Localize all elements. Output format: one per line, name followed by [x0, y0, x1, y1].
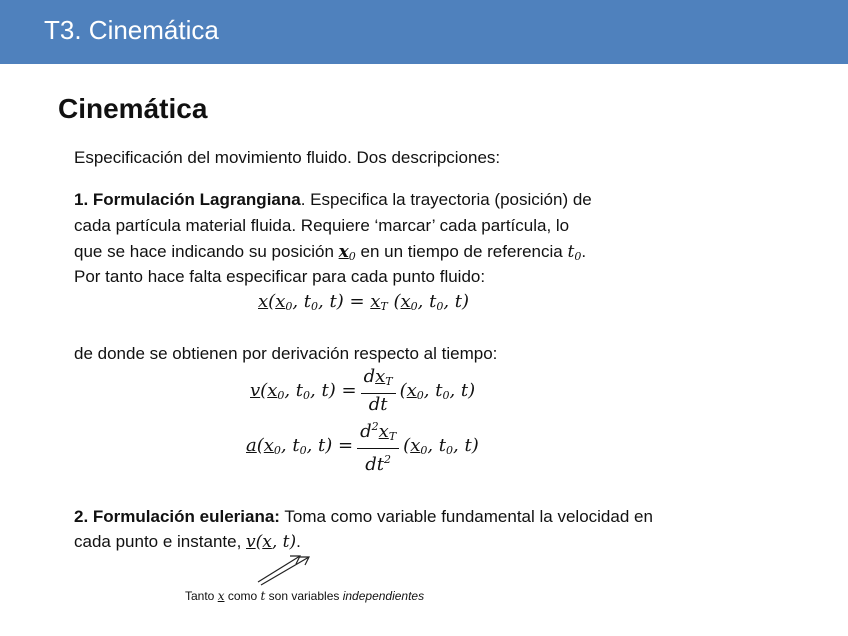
euler-line-2b: .: [296, 532, 301, 551]
acceleration-equation: $a(x_0$, $t_0$, t) = $\frac{d^2x_T}{dt^2}$ ($x_0$, $t_0$, t): [246, 416, 479, 476]
reference-time-symbol: $t_0$: [567, 242, 582, 263]
slide-title: Cinemática: [58, 93, 208, 124]
velocity-field-symbol: v(x, t): [246, 532, 297, 552]
euler-line-1-text: Toma como variable fundamental la velocidad en: [279, 507, 653, 526]
lagrange-line-3a: que se hace indicando su posición: [74, 242, 339, 261]
lagrange-line-4: Por tanto hace falta especificar para cada punto fluido:: [74, 267, 486, 286]
derivation-text: de donde se obtienen por derivación respecto al tiempo:: [74, 344, 498, 363]
trajectory-equation: $x(x_0$, $t_0$, $t) = x_T$ ($x_0$, $t_0$, t): [258, 291, 470, 313]
euler-line-2a: cada punto e instante,: [74, 532, 247, 551]
lagrange-heading: 1. Formulación Lagrangiana: [74, 190, 301, 209]
note-t-symbol: t: [260, 589, 266, 603]
lagrange-line-3c: .: [581, 242, 587, 261]
velocity-equation: $v(x_0$, $t_0$, t) = $\frac{dx_T}{dt}$ ($x_0$, $t_0$, t): [250, 366, 476, 415]
euler-colon: :: [274, 507, 280, 526]
position-symbol: $x_0$: [338, 242, 356, 263]
note-part-c: son variables: [265, 589, 343, 603]
arrow-to-x: [258, 556, 300, 582]
arrow-to-t: [261, 557, 309, 585]
lagrange-line-1-text: . Especifica la trayectoria (posición) de: [300, 190, 592, 209]
note-part-a: Tanto: [185, 589, 218, 603]
note-part-b: como: [224, 589, 261, 603]
lagrange-line-2: cada partícula material fluida. Requiere ‘marcar’ cada partícula, lo: [74, 216, 570, 235]
header-title: T3. Cinemática: [44, 15, 219, 45]
lagrange-line-3b: en un tiempo de referencia: [355, 242, 568, 261]
intro-text: Especificación del movimiento fluido. Dos descripciones:: [74, 148, 501, 167]
euler-heading: 2. Formulación euleriana: [74, 507, 275, 526]
independence-note: [185, 589, 424, 603]
note-part-d: independientes: [342, 589, 425, 603]
note-x-symbol: x: [217, 589, 225, 603]
